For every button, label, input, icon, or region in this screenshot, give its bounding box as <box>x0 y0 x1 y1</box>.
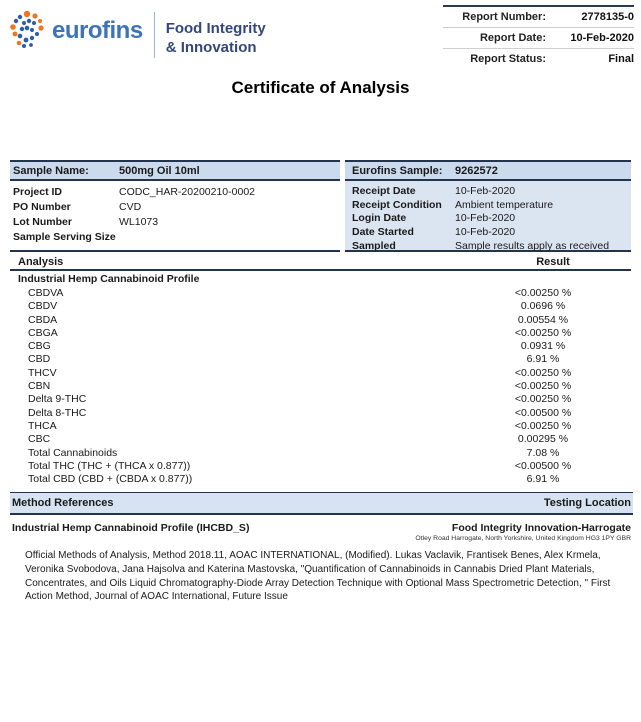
analysis-row-cbdv <box>10 300 631 313</box>
lot-number-label: Lot Number <box>13 215 72 228</box>
analyte-name: CBDVA <box>28 287 64 299</box>
report-date-label: Report Date: <box>479 32 546 44</box>
receipt-date-row <box>345 184 631 198</box>
analysis-row-cbda <box>10 314 631 327</box>
report-status-value: Final <box>608 53 634 65</box>
analysis-row-cbn <box>10 380 631 393</box>
analyte-result: 0.00554 % <box>517 313 569 326</box>
analysis-row-cbg <box>10 340 631 353</box>
method-details-row <box>10 522 631 542</box>
report-status-label: Report Status: <box>470 53 546 65</box>
date-started-row <box>345 225 631 239</box>
analysis-row-cbga <box>10 327 631 340</box>
analysis-table-header <box>10 256 631 271</box>
eurofins-logo <box>10 8 266 58</box>
analyte-result: <0.00250 % <box>514 326 572 339</box>
analyte-result: 0.0696 % <box>520 300 566 313</box>
analyte-result: <0.00500 % <box>514 406 572 419</box>
analyte-result: <0.00250 % <box>514 393 572 406</box>
sampled-row <box>345 239 631 253</box>
receipt-date-label: Receipt Date <box>352 184 416 197</box>
sampled-value: Sample results apply as received <box>455 240 610 253</box>
lot-number-row <box>10 214 340 229</box>
login-date-label: Login Date <box>352 212 407 225</box>
report-number-row <box>443 7 634 28</box>
analyte-name: CBDV <box>28 300 58 313</box>
brand-wordmark: eurofins <box>52 17 143 44</box>
login-date-row <box>345 212 631 226</box>
analysis-group-header: Industrial Hemp Cannabinoid Profile <box>18 273 200 285</box>
analyte-result: 6.91 % <box>526 473 560 486</box>
analysis-table-body <box>10 273 631 486</box>
date-started-label: Date Started <box>352 226 414 239</box>
analyte-result: <0.00250 % <box>514 287 572 299</box>
po-number-row <box>10 199 340 214</box>
receipt-condition-value: Ambient temperature <box>455 198 554 211</box>
sample-info-left-body <box>10 181 340 244</box>
analysis-row-total-thc <box>10 460 631 473</box>
analysis-row-total-cannabinoids <box>10 447 631 460</box>
analysis-row-cbdva <box>10 287 631 300</box>
report-date-row <box>443 28 634 49</box>
analysis-row-cbd <box>10 353 631 366</box>
method-references-header-band <box>10 492 633 515</box>
sample-name-value: 500mg Oil 10ml <box>119 164 200 177</box>
po-number-label: PO Number <box>13 200 71 213</box>
analyte-name: THCV <box>28 366 57 379</box>
analyte-name: Total CBD (CBD + (CBDA x 0.877)) <box>28 473 193 486</box>
project-id-value: CODC_HAR-20200210-0002 <box>119 185 255 198</box>
report-date-value: 10-Feb-2020 <box>570 32 634 44</box>
analyte-name: CBDA <box>28 313 58 326</box>
analysis-row-cbc <box>10 433 631 446</box>
analyte-name: Total Cannabinoids <box>28 446 118 459</box>
report-number-label: Report Number: <box>462 11 546 23</box>
po-number-value: CVD <box>119 200 142 213</box>
method-references-header: Method References <box>12 497 114 509</box>
testing-location-block <box>415 522 631 542</box>
sample-info-right-table <box>345 160 631 252</box>
analysis-row-thcv <box>10 367 631 380</box>
project-id-label: Project ID <box>13 185 63 198</box>
analyte-result: <0.00500 % <box>514 459 572 472</box>
serving-size-row <box>10 229 340 244</box>
report-number-value: 2778135-0 <box>581 11 634 23</box>
analyte-name: CBGA <box>28 326 58 339</box>
project-id-row <box>10 184 340 199</box>
analyte-name: Total THC (THC + (THCA x 0.877)) <box>28 459 191 472</box>
analyte-result: 6.91 % <box>526 353 560 366</box>
testing-location-address: Otley Road Harrogate, North Yorkshire, United Kingdom HG3 1PY GBR <box>415 535 631 542</box>
method-citation-text: Official Methods of Analysis, Method 2018.11, AOAC INTERNATIONAL, (Modified). Lukas Vaclavik, Frantisek Benes, Alex Krmela, Veronika Svobodova, Jana Hajsolva and Katerina Mastovska, "Quantification of Cannabinoids in Cannabis Dried Plant Materials, Concentrates, and Oils Liquid Chromatography-Diode Array Detection Technique with Optional Mass Spectrometric Detection, " First Action Method, Journal of AOAC International, Future Issue <box>25 550 611 603</box>
sample-info-right-body <box>345 181 631 253</box>
analyte-result: <0.00250 % <box>514 419 572 432</box>
eurofins-sample-value: 9262572 <box>455 164 498 177</box>
serving-size-label: Sample Serving Size <box>13 230 116 243</box>
eurofins-sample-label: Eurofins Sample: <box>352 164 443 177</box>
analyte-name: CBG <box>28 340 51 353</box>
analysis-row-total-cbd <box>10 473 631 486</box>
testing-location-name: Food Integrity Innovation-Harrogate <box>451 522 631 534</box>
analyte-name: Delta 8-THC <box>28 406 87 419</box>
tagline-line1: Food Integrity <box>165 20 266 37</box>
sample-name-header-row <box>10 162 340 181</box>
method-name: Industrial Hemp Cannabinoid Profile (IHCBD_S) <box>12 522 250 534</box>
analysis-row-delta8-thc <box>10 407 631 420</box>
lot-number-value: WL1073 <box>119 215 159 228</box>
analyte-name: CBD <box>28 353 51 366</box>
analyte-result: 7.08 % <box>526 446 560 459</box>
analysis-column-header: Analysis <box>18 256 64 268</box>
sampled-label: Sampled <box>352 240 396 253</box>
sample-name-label: Sample Name: <box>13 164 89 177</box>
eurofins-dots-icon <box>10 8 48 54</box>
analysis-row-delta9-thc <box>10 393 631 406</box>
result-column-header: Result <box>536 256 570 268</box>
report-info-block <box>443 5 634 69</box>
analyte-result: 0.0931 % <box>520 340 566 353</box>
eurofins-sample-header-row <box>345 162 631 181</box>
analyte-result: 0.00295 % <box>517 433 569 446</box>
logo-divider <box>154 12 155 58</box>
brand-tagline <box>166 8 266 57</box>
analyte-name: THCA <box>28 419 57 432</box>
testing-location-header: Testing Location <box>543 497 631 509</box>
analyte-result: <0.00250 % <box>514 380 572 393</box>
receipt-date-value: 10-Feb-2020 <box>455 184 516 197</box>
analyte-name: Delta 9-THC <box>28 393 87 406</box>
receipt-condition-row <box>345 198 631 212</box>
analyte-name: CBC <box>28 433 51 446</box>
analysis-row-thca <box>10 420 631 433</box>
date-started-value: 10-Feb-2020 <box>455 226 516 239</box>
sample-info-left-table <box>10 160 340 252</box>
page-title: Certificate of Analysis <box>231 78 410 97</box>
report-status-row <box>443 49 634 69</box>
tagline-line2: & Innovation <box>165 39 257 56</box>
analyte-result: <0.00250 % <box>514 366 572 379</box>
analyte-name: CBN <box>28 380 51 393</box>
login-date-value: 10-Feb-2020 <box>455 212 516 225</box>
receipt-condition-label: Receipt Condition <box>352 198 442 211</box>
